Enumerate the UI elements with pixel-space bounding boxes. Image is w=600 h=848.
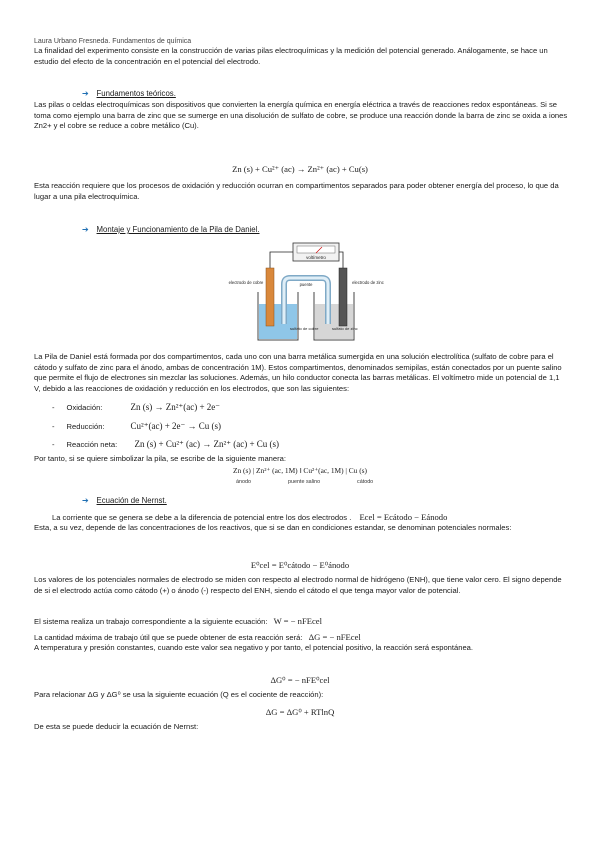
daniell-cell-figure	[210, 240, 390, 346]
reaction-oxidation: - Oxidación: Zn (s) → Zn²⁺(ac) + 2e⁻	[52, 402, 221, 412]
running-header: Laura Urbano Fresneda. Fundamentos de química	[34, 38, 192, 45]
notation-label-bridge: puente salino	[288, 479, 321, 485]
zinc-sulfate-solution	[315, 304, 353, 339]
redox-equation: Zn (s) + Cu²⁺ (ac) → Zn²⁺ (ac) + Cu(s)	[232, 164, 368, 174]
fundamentos-paragraph: Las pilas o celdas electroquímicas son dispositivos que convierten la energía química en energía eléctrica a través de reacciones redox espontáneas. Si se toma como ejemplo una barra de zinc que se sumerge en una disolución de sulfato de cobre, se produce una reacción donde la barra de zinc se oxida a iones Zn2+ y el cobre se reduce a cobre metálico (Cu).	[34, 100, 568, 131]
notation-label-cathode: cátodo	[357, 479, 374, 485]
nernst-p3: Los valores de los potenciales normales de electrodo se miden con respecto al electrodo normal de hidrógeno (ENH), que tiene valor cero. El signo depende de si el electrodo actúa como cátodo (+) o ánodo (-) respecto del ENH, siendo el cátodo el que tenga mayor valor de potencial.	[34, 575, 562, 595]
arrow-icon: ➔	[82, 225, 89, 234]
intro-paragraph: La finalidad del experimento consiste en la construcción de varias pilas electroquímicas y la medición del potencial generado. Análogamente, se hace un estudio del efecto de la concentración en el potencial del electrodo.	[34, 46, 548, 66]
zinc-electrode	[339, 268, 347, 326]
standard-potential-equation: E⁰cel = E⁰cátodo − E⁰ánodo	[250, 560, 350, 570]
wire-left	[270, 252, 293, 268]
nernst-p4: El sistema realiza un trabajo correspondiente a la siguiente ecuación: W = − nFEcel	[34, 616, 322, 626]
left-electrode-label: electrodo de cobre	[228, 280, 264, 285]
nernst-p5: La cantidad máxima de trabajo útil que se puede obtener de esta reacción será: ΔG = − nFEcel	[34, 632, 361, 642]
section-heading-montaje: ➔ Montaje y Funcionamiento de la Pila de Daniel.	[82, 225, 260, 234]
arrow-icon: ➔	[82, 89, 89, 98]
gibbs-equation: ΔG = − nFEcel	[308, 632, 361, 642]
fundamentos-paragraph-2: Esta reacción requiere que los procesos de oxidación y reducción ocurran en compartimentos separados para poder obtener energía del proceso, lo que da lugar a una pila electroquímica.	[34, 181, 559, 201]
nernst-p8: De esta se puede deducir la ecuación de Nernst:	[34, 722, 199, 731]
nernst-p7: Para relacionar ΔG y ΔG⁰ se usa la siguiente ecuación (Q es el cociente de reacción):	[34, 690, 324, 699]
voltmeter-label: voltímetro	[306, 255, 326, 260]
cell-notation: Zn (s) | Zn²⁺ (ac, 1M) ‖ Cu²⁺(ac, 1M) | Cu (s)	[232, 466, 368, 475]
daniell-paragraph: La Pila de Daniel está formada por dos compartimentos, cada uno con una barra metálica sumergida en una solución electrolítica (sulfato de cobre para el cátodo y sulfato de zinc para el ánodo, ambas de concentración 1M). Estos compartimentos, denominados semipilas, están conectados por un puente salino que permite el flujo de electrones sin mezclar las soluciones. Además, un hilo conductor conecta las barras metálicas. El voltímetro mide un potencial de 1,1 V, debido a las reacciones de oxidación y reducción en los electrodos, que son las siguientes:	[34, 352, 562, 393]
reaction-net: - Reacción neta: Zn (s) + Cu²⁺ (ac) → Zn²⁺ (ac) + Cu (s)	[52, 439, 280, 449]
copper-sulfate-solution	[259, 304, 297, 339]
notation-label-anode: ánodo	[236, 479, 251, 485]
nernst-p6: A temperatura y presión constantes, cuando este valor sea negativo y por tanto, el potencial positivo, la reacción será espontánea.	[34, 643, 474, 652]
arrow-icon: ➔	[82, 496, 89, 505]
nernst-p1: La corriente que se genera se debe a la diferencia de potencial entre los dos electrodos . Ecel = Ecátodo − Eánodo	[52, 512, 448, 522]
bridge-label: puente	[299, 282, 313, 287]
gibbs-rtlnq-equation: ΔG = ΔG⁰ + RTlnQ	[265, 707, 335, 717]
left-solution-label: sulfato de cobre	[290, 326, 319, 331]
right-solution-label: sulfato de zinc	[332, 326, 358, 331]
right-electrode-label: electrodo de zinc	[352, 280, 384, 285]
standard-gibbs-equation: ΔG⁰ = − nFE⁰cel	[270, 675, 330, 685]
section-heading-fundamentos: ➔ Fundamentos teóricos.	[82, 89, 176, 98]
nernst-p2: Esta, a su vez, depende de las concentraciones de los reactivos, que si se dan en condiciones estandar, se denominan potenciales normales:	[34, 523, 512, 532]
work-equation: W = − nFEcel	[273, 616, 322, 626]
notation-intro: Por tanto, si se quiere simbolizar la pila, se escribe de la siguiente manera:	[34, 454, 286, 463]
copper-electrode	[266, 268, 274, 326]
section-heading-nernst: ➔ Ecuación de Nernst.	[82, 496, 167, 505]
reaction-reduction: - Reducción: Cu²⁺(ac) + 2e⁻ → Cu (s)	[52, 421, 222, 431]
cell-potential-equation: Ecel = Ecátodo − Eánodo	[359, 512, 448, 522]
wire-right	[339, 252, 343, 268]
